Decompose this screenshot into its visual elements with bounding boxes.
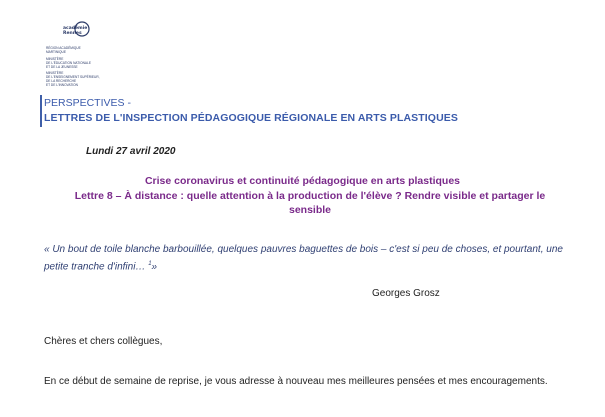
svg-text:académie: académie — [63, 26, 88, 31]
header-perspectives: PERSPECTIVES - — [44, 97, 131, 109]
epigraph-quote — [44, 242, 574, 274]
letter-title-line-2: Lettre 8 – À distance : quelle attention à la production de l'élève ? Rendre visible et partager le sensible — [74, 190, 546, 216]
logo-caption — [46, 46, 106, 87]
quote-close: » — [151, 261, 158, 273]
logo-caption-line: MARTINIQUE — [46, 50, 66, 54]
logo-caption-line: MINISTÈRE — [46, 71, 64, 75]
header-accent-rule — [40, 95, 42, 127]
logo-caption-line: MINISTÈRE — [46, 57, 64, 61]
logo-caption-line: RÉGION ACADÉMIQUE — [46, 46, 81, 50]
quote-text: « Un bout de toile blanche barbouillée, quelques pauvres baguettes de bois – c'est si peu de choses, et pourtant, une petite tranche d'infini… — [44, 244, 563, 273]
logo-caption-line: DE L'ENSEIGNEMENT SUPÉRIEUR, — [46, 75, 100, 79]
svg-text:Rennes: Rennes — [63, 31, 82, 36]
letter-date: Lundi 27 avril 2020 — [86, 146, 176, 157]
body-paragraph: En ce début de semaine de reprise, je vous adresse à nouveau mes meilleures pensées et mes encouragements. — [44, 376, 548, 387]
footnote-ref[interactable]: 1 — [148, 261, 152, 267]
academie-logo-icon — [60, 20, 90, 42]
logo-caption-line: ET DE L'INNOVATION — [46, 83, 78, 87]
logo-caption-line: DE LA RECHERCHE — [46, 79, 77, 83]
letter-title-line-1: Crise coronavirus et continuité pédagogique en arts plastiques — [144, 175, 461, 187]
quote-author: Georges Grosz — [372, 288, 440, 299]
institution-logo — [40, 18, 110, 87]
greeting: Chères et chers collègues, — [44, 336, 163, 347]
header-lettres-title: LETTRES DE L'INSPECTION PÉDAGOGIQUE RÉGIONALE EN ARTS PLASTIQUES — [44, 112, 458, 124]
logo-caption-line: ET DE LA JEUNESSE — [46, 65, 78, 69]
logo-caption-line: DE L'ÉDUCATION NATIONALE — [46, 61, 91, 65]
